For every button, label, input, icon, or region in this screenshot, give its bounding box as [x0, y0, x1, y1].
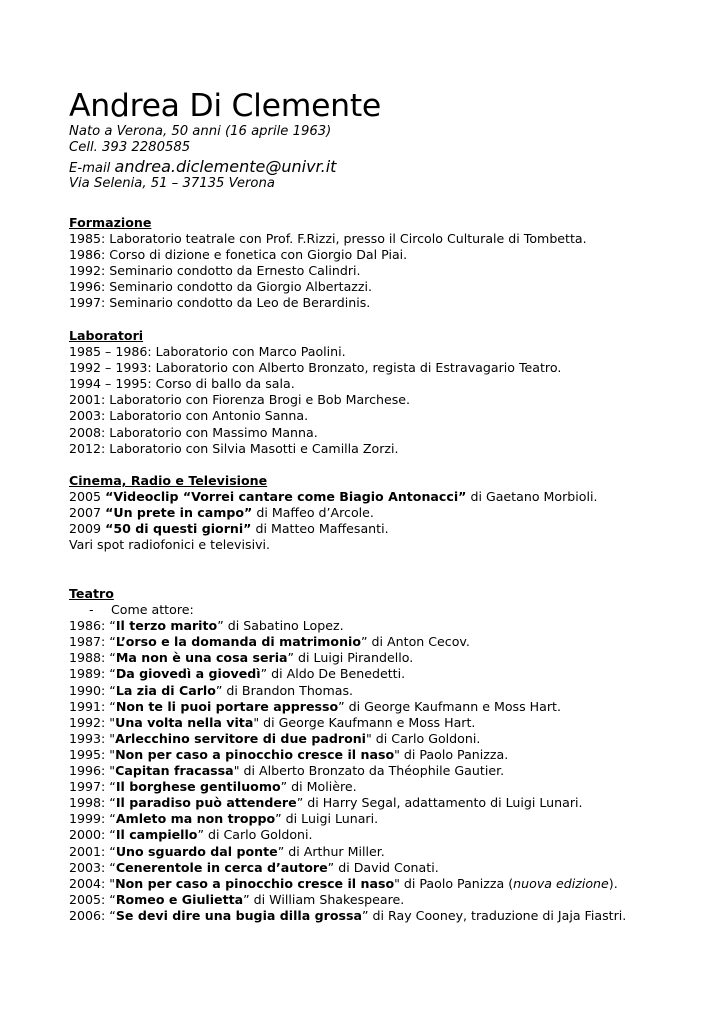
item-year: 1996: " — [69, 763, 116, 779]
item-credit: di Maffeo d’Arcole. — [252, 505, 374, 521]
item-title: Il borghese gentiluomo — [115, 779, 281, 795]
item-credit: ” di Aldo De Benedetti. — [260, 666, 406, 682]
item-title: Non per caso a pinocchio cresce il naso — [115, 746, 395, 762]
item-year: 1986: “ — [69, 618, 116, 634]
birth-info: Nato a Verona, 50 anni (16 aprile 1963) — [69, 124, 332, 139]
section-teatro — [69, 586, 626, 924]
item-year: 1998: “ — [69, 795, 116, 811]
list-item: Vari spot radiofonici e televisivi. — [69, 537, 271, 553]
list-item: 1985: Laboratorio teatrale con Prof. F.Rizzi, presso il Circolo Culturale di Tombetta. — [69, 231, 587, 247]
item-credit: ” di Carlo Goldoni. — [197, 827, 313, 843]
list-item — [69, 683, 626, 699]
list-item: 2008: Laboratorio con Massimo Manna. — [69, 424, 318, 440]
item-year: 1997: “ — [69, 779, 116, 795]
list-item — [69, 763, 626, 779]
list-item — [69, 811, 626, 827]
item-credit: ” di Anton Cecov. — [361, 634, 470, 650]
list-item — [69, 666, 626, 682]
item-credit: " di Carlo Goldoni. — [366, 730, 481, 746]
item-credit: ” di George Kaufmann e Moss Hart. — [338, 698, 561, 714]
subsection-heading — [69, 602, 626, 618]
list-item — [69, 715, 626, 731]
item-title: “Un prete in campo” — [105, 505, 253, 521]
contact-block — [69, 124, 336, 192]
teatro-list — [69, 618, 626, 924]
item-year: 1988: “ — [69, 650, 116, 666]
section-laboratori — [69, 328, 561, 457]
item-year: 1992: " — [69, 714, 116, 730]
item-title: Il terzo marito — [115, 618, 218, 634]
item-credit: " di Paolo Panizza ( — [394, 875, 514, 891]
item-title: “50 di questi giorni” — [105, 521, 252, 537]
item-end: ). — [608, 875, 618, 891]
list-item: 1997: Seminario condotto da Leo de Berardinis. — [69, 295, 371, 311]
item-year: 1989: “ — [69, 666, 116, 682]
item-year: 2007 — [69, 505, 106, 521]
section-title-teatro: Teatro — [69, 586, 114, 601]
item-year: 2000: “ — [69, 827, 116, 843]
item-year: 1990: “ — [69, 682, 116, 698]
list-item — [69, 650, 626, 666]
list-item: 2003: Laboratorio con Antonio Sanna. — [69, 408, 309, 424]
section-title-formazione: Formazione — [69, 215, 152, 230]
item-year: 1993: " — [69, 730, 116, 746]
item-title: Uno sguardo dal ponte — [115, 843, 278, 859]
item-credit: ” di Luigi Lunari. — [275, 811, 379, 827]
section-title-cinema: Cinema, Radio e Televisione — [69, 473, 268, 488]
list-item — [69, 618, 626, 634]
list-item: 2001: Laboratorio con Fiorenza Brogi e Bob Marchese. — [69, 392, 411, 408]
item-year: 2005: “ — [69, 891, 116, 907]
item-note: nuova edizione — [513, 875, 609, 891]
item-title: “Videoclip “Vorrei cantare come Biagio Antonacci” — [105, 489, 467, 505]
item-credit: ” di Molière. — [280, 779, 357, 795]
section-formazione — [69, 215, 587, 312]
list-item — [69, 489, 597, 505]
list-item — [69, 634, 626, 650]
item-credit: ” di Sabatino Lopez. — [217, 618, 344, 634]
item-year: 2003: “ — [69, 859, 116, 875]
list-item: 2012: Laboratorio con Silvia Masotti e Camilla Zorzi. — [69, 440, 399, 456]
item-credit: di Gaetano Morbioli. — [466, 489, 598, 505]
section-title-laboratori: Laboratori — [69, 328, 144, 343]
item-year: 2006: “ — [69, 907, 116, 923]
item-credit: " di Paolo Panizza. — [394, 746, 509, 762]
list-item: 1992: Seminario condotto da Ernesto Calindri. — [69, 263, 361, 279]
item-year: 2005 — [69, 489, 106, 505]
item-credit: ” di David Conati. — [327, 859, 439, 875]
list-item: 1985 – 1986: Laboratorio con Marco Paolini. — [69, 344, 346, 360]
item-credit: " di Alberto Bronzato da Théophile Gautier. — [233, 763, 505, 779]
item-title: Romeo e Giulietta — [115, 891, 244, 907]
item-title: Se devi dire una bugia dilla grossa — [115, 907, 362, 923]
item-title: Da giovedì a giovedì — [115, 666, 261, 682]
list-item — [69, 699, 626, 715]
item-credit: ” di Ray Cooney, traduzione di Jaja Fiastri. — [361, 907, 627, 923]
item-title: Arlecchino servitore di due padroni — [115, 730, 367, 746]
email-line — [69, 157, 336, 176]
item-year: 2001: “ — [69, 843, 116, 859]
item-title: L’orso e la domanda di matrimonio — [115, 634, 362, 650]
item-year: 2004: " — [69, 875, 116, 891]
item-credit: " di George Kaufmann e Moss Hart. — [253, 714, 476, 730]
item-credit: ” di Brandon Thomas. — [215, 682, 354, 698]
item-year: 1991: “ — [69, 698, 116, 714]
item-year: 1987: “ — [69, 634, 116, 650]
item-credit: ” di Luigi Pirandello. — [287, 650, 414, 666]
list-item — [69, 844, 626, 860]
list-item — [69, 827, 626, 843]
item-year: 1999: “ — [69, 811, 116, 827]
email-address[interactable]: andrea.diclemente@univr.it — [114, 156, 337, 176]
list-item — [69, 731, 626, 747]
item-title: Amleto ma non troppo — [115, 811, 276, 827]
list-item — [69, 779, 626, 795]
item-title: Ma non è una cosa seria — [115, 650, 288, 666]
list-item — [69, 908, 626, 924]
item-title: Cenerentole in cerca d’autore — [115, 859, 328, 875]
list-item — [69, 521, 597, 537]
list-item — [69, 892, 626, 908]
item-title: Non per caso a pinocchio cresce il naso — [115, 875, 395, 891]
list-item: 1994 – 1995: Corso di ballo da sala. — [69, 376, 295, 392]
item-title: Il paradiso può attendere — [115, 795, 297, 811]
item-credit: ” di Harry Segal, adattamento di Luigi Lunari. — [296, 795, 583, 811]
item-credit: di Matteo Maffesanti. — [251, 521, 389, 537]
item-title: Il campiello — [115, 827, 198, 843]
list-item: 1996: Seminario condotto da Giorgio Albertazzi. — [69, 279, 373, 295]
item-title: Non te li puoi portare appresso — [115, 698, 339, 714]
cv-name: Andrea Di Clemente — [69, 88, 381, 124]
list-item: 1992 – 1993: Laboratorio con Alberto Bronzato, regista di Estravagario Teatro. — [69, 360, 562, 376]
address: Via Selenia, 51 – 37135 Verona — [69, 175, 275, 191]
item-title: La zia di Carlo — [115, 682, 216, 698]
subsection-label: Come attore: — [111, 602, 194, 618]
dash-bullet: - — [89, 602, 94, 618]
item-title: Capitan fracassa — [115, 763, 234, 779]
list-item — [69, 505, 597, 521]
item-year: 1995: " — [69, 746, 116, 762]
item-year: 2009 — [69, 521, 106, 537]
list-item — [69, 860, 626, 876]
list-item — [69, 795, 626, 811]
item-credit: ” di William Shakespeare. — [243, 891, 405, 907]
email-label: E-mail — [69, 160, 115, 176]
list-item — [69, 876, 626, 892]
item-title: Una volta nella vita — [115, 714, 254, 730]
item-credit: ” di Arthur Miller. — [277, 843, 385, 859]
phone-number: Cell. 393 2280585 — [69, 140, 191, 156]
section-cinema — [69, 473, 597, 553]
list-item — [69, 747, 626, 763]
list-item: 1986: Corso di dizione e fonetica con Giorgio Dal Piai. — [69, 247, 408, 263]
